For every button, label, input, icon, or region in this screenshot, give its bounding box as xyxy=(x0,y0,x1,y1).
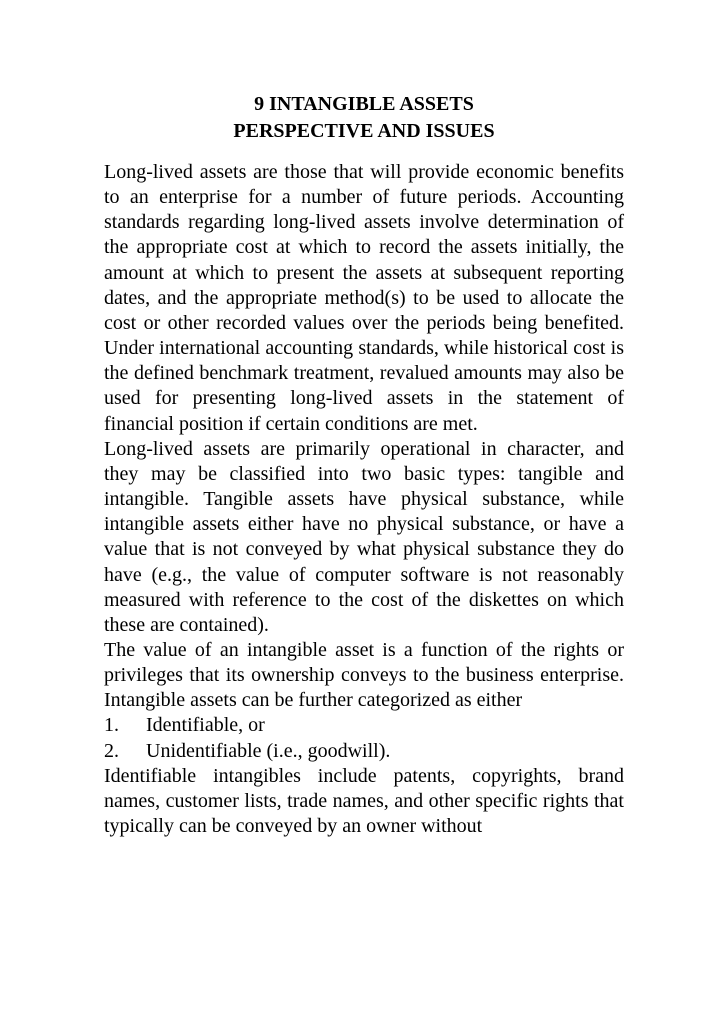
list-text: Unidentifiable (i.e., goodwill). xyxy=(146,739,391,762)
document-body xyxy=(104,160,624,839)
paragraph-identifiable-intangibles: Identifiable intangibles include patents, copyrights, brand names, customer lists, trade names, and other specific rights that typically can be conveyed by an owner without xyxy=(104,764,624,838)
paragraph-intangible-value: The value of an intangible asset is a function of the rights or privileges that its ownership conveys to the business enterprise. Intangible assets can be further categorized as either xyxy=(104,638,624,712)
list-item xyxy=(104,713,624,738)
list-item xyxy=(104,739,624,764)
list-number: 2. xyxy=(104,739,119,762)
list-number: 1. xyxy=(104,714,119,737)
list-text: Identifiable, or xyxy=(146,714,265,737)
chapter-title: 9 INTANGIBLE ASSETS xyxy=(254,93,474,115)
section-title: PERSPECTIVE AND ISSUES xyxy=(233,120,495,142)
paragraph-asset-types: Long-lived assets are primarily operational in character, and they may be classified into two basic types: tangible and intangible. Tangible assets have physical substance, while intangible assets either have no physical substance, or have a value that is not conveyed by what physical substance they do have (e.g., the value of computer software is not reasonably measured with reference to the cost of the diskettes on which these are contained). xyxy=(104,437,624,636)
paragraph-long-lived-assets: Long-lived assets are those that will provide economic benefits to an enterprise for a number of future periods. Accounting standards regarding long-lived assets involve determination of the appropriate cost at which to record the assets initially, the amount at which to present the assets at subsequent reporting dates, and the appropriate method(s) to be used to allocate the cost or other recorded values over the periods being benefited. Under international accounting standards, while historical cost is the defined benchmark treatment, revalued amounts may also be used for presenting long-lived assets in the statement of financial position if certain conditions are met. xyxy=(104,161,624,435)
